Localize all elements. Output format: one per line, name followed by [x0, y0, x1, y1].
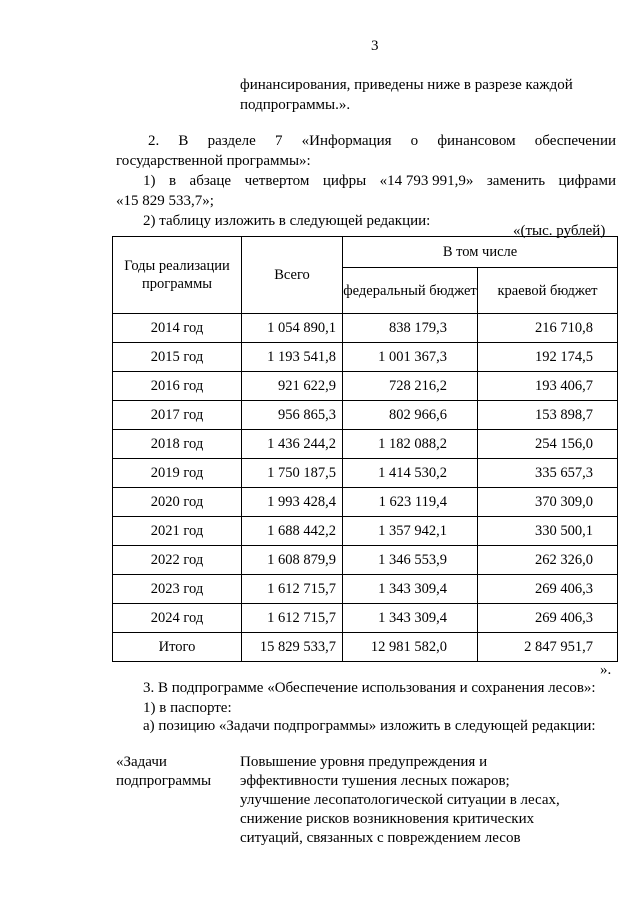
table-closing: ». — [600, 662, 612, 678]
cell-total: 1 612 715,7 — [242, 604, 343, 633]
word: 2. — [148, 133, 160, 149]
cell-total: 1 608 879,9 — [242, 546, 343, 575]
section-2-heading — [148, 131, 616, 151]
cell-total: 1 436 244,2 — [242, 430, 343, 459]
word: четвертом — [244, 173, 310, 189]
cell-regional: 330 500,1 — [478, 517, 618, 546]
word: разделе — [207, 133, 256, 149]
tasks-text-line: ситуаций, связанных с повреждением лесов — [240, 830, 521, 846]
cell-year: Итого — [113, 633, 242, 662]
cell-federal: 1 001 367,3 — [343, 343, 478, 372]
cell-year: 2023 год — [113, 575, 242, 604]
cell-total: 1 688 442,2 — [242, 517, 343, 546]
word: цифры — [322, 173, 367, 189]
cell-federal: 728 216,2 — [343, 372, 478, 401]
cell-regional: 269 406,3 — [478, 575, 618, 604]
cell-federal: 1 346 553,9 — [343, 546, 478, 575]
table-row — [113, 604, 618, 633]
word: абзаце — [189, 173, 232, 189]
cell-year: 2014 год — [113, 314, 242, 343]
cell-year: 2015 год — [113, 343, 242, 372]
table-row — [113, 488, 618, 517]
cell-year: 2017 год — [113, 401, 242, 430]
table-units: «(тыс. рублей) — [513, 223, 606, 239]
cell-year: 2021 год — [113, 517, 242, 546]
table-row — [113, 517, 618, 546]
cell-total: 15 829 533,7 — [242, 633, 343, 662]
cell-year: 2022 год — [113, 546, 242, 575]
cell-regional: 193 406,7 — [478, 372, 618, 401]
cell-federal: 1 623 119,4 — [343, 488, 478, 517]
cell-federal: 838 179,3 — [343, 314, 478, 343]
cell-regional: 153 898,7 — [478, 401, 618, 430]
word: цифрами — [558, 173, 616, 189]
word: о — [410, 133, 419, 149]
cell-federal: 1 343 309,4 — [343, 575, 478, 604]
tasks-text-line: снижение рисков возникновения критических — [240, 811, 535, 827]
header-including: В том числе — [343, 237, 618, 268]
word: обеспечении — [534, 133, 616, 149]
table-row — [113, 459, 618, 488]
cell-regional: 192 174,5 — [478, 343, 618, 372]
cell-federal: 1 357 942,1 — [343, 517, 478, 546]
word: финансовом — [437, 133, 516, 149]
section-2-item-2: 2) таблицу изложить в следующей редакции: — [143, 213, 431, 229]
cell-year: 2018 год — [113, 430, 242, 459]
cell-year: 2024 год — [113, 604, 242, 633]
cell-total: 1 750 187,5 — [242, 459, 343, 488]
section-2-line-2: государственной программы»: — [116, 153, 311, 169]
table-row — [113, 343, 618, 372]
header-regional: краевой бюджет — [478, 268, 618, 314]
section-3-line-3: а) позицию «Задачи подпрограммы» изложить в следующей редакции: — [143, 718, 596, 734]
cell-regional: 269 406,3 — [478, 604, 618, 633]
word: В — [178, 133, 189, 149]
word: в — [168, 173, 177, 189]
tasks-label-line-1: «Задачи — [116, 754, 167, 770]
table-row — [113, 575, 618, 604]
cell-regional: 2 847 951,7 — [478, 633, 618, 662]
cell-year: 2019 год — [113, 459, 242, 488]
table-row — [113, 372, 618, 401]
word: заменить — [486, 173, 546, 189]
cell-federal: 802 966,6 — [343, 401, 478, 430]
tasks-text-line: улучшение лесопатологической ситуации в лесах, — [240, 792, 560, 808]
section-3-line-1: 3. В подпрограмме «Обеспечение использования и сохранения лесов»: — [143, 680, 596, 696]
header-total: Всего — [242, 237, 343, 314]
page-number: 3 — [371, 38, 379, 54]
cell-total: 1 612 715,7 — [242, 575, 343, 604]
header-federal: федеральный бюджет — [343, 268, 478, 314]
cell-total: 1 993 428,4 — [242, 488, 343, 517]
cell-regional: 254 156,0 — [478, 430, 618, 459]
cell-year: 2016 год — [113, 372, 242, 401]
cell-total: 1 193 541,8 — [242, 343, 343, 372]
table-row — [113, 401, 618, 430]
word: «Информация — [301, 133, 392, 149]
intro-line-2: подпрограммы.». — [240, 97, 351, 113]
section-2-item-1 — [143, 171, 616, 191]
word: 1) — [143, 173, 156, 189]
tasks-text-line: Повышение уровня предупреждения и — [240, 754, 488, 770]
table-row — [113, 314, 618, 343]
section-2-item-1-line-2: «15 829 533,7»; — [116, 193, 214, 209]
word: 7 — [274, 133, 283, 149]
cell-federal: 1 182 088,2 — [343, 430, 478, 459]
financing-table — [112, 236, 618, 662]
table-row — [113, 430, 618, 459]
cell-regional: 262 326,0 — [478, 546, 618, 575]
table-row — [113, 546, 618, 575]
header-years: Годы реализации программы — [113, 237, 242, 314]
cell-federal: 1 343 309,4 — [343, 604, 478, 633]
word: «14 793 991,9» — [379, 173, 474, 189]
cell-total: 921 622,9 — [242, 372, 343, 401]
tasks-label-line-2: подпрограммы — [116, 773, 212, 789]
cell-federal: 12 981 582,0 — [343, 633, 478, 662]
section-3-line-2: 1) в паспорте: — [143, 700, 232, 716]
cell-total: 1 054 890,1 — [242, 314, 343, 343]
cell-regional: 216 710,8 — [478, 314, 618, 343]
cell-total: 956 865,3 — [242, 401, 343, 430]
tasks-text-line: эффективности тушения лесных пожаров; — [240, 773, 510, 789]
cell-year: 2020 год — [113, 488, 242, 517]
cell-regional: 370 309,0 — [478, 488, 618, 517]
cell-regional: 335 657,3 — [478, 459, 618, 488]
table-row-total — [113, 633, 618, 662]
intro-line-1: финансирования, приведены ниже в разрезе каждой — [240, 77, 573, 93]
cell-federal: 1 414 530,2 — [343, 459, 478, 488]
